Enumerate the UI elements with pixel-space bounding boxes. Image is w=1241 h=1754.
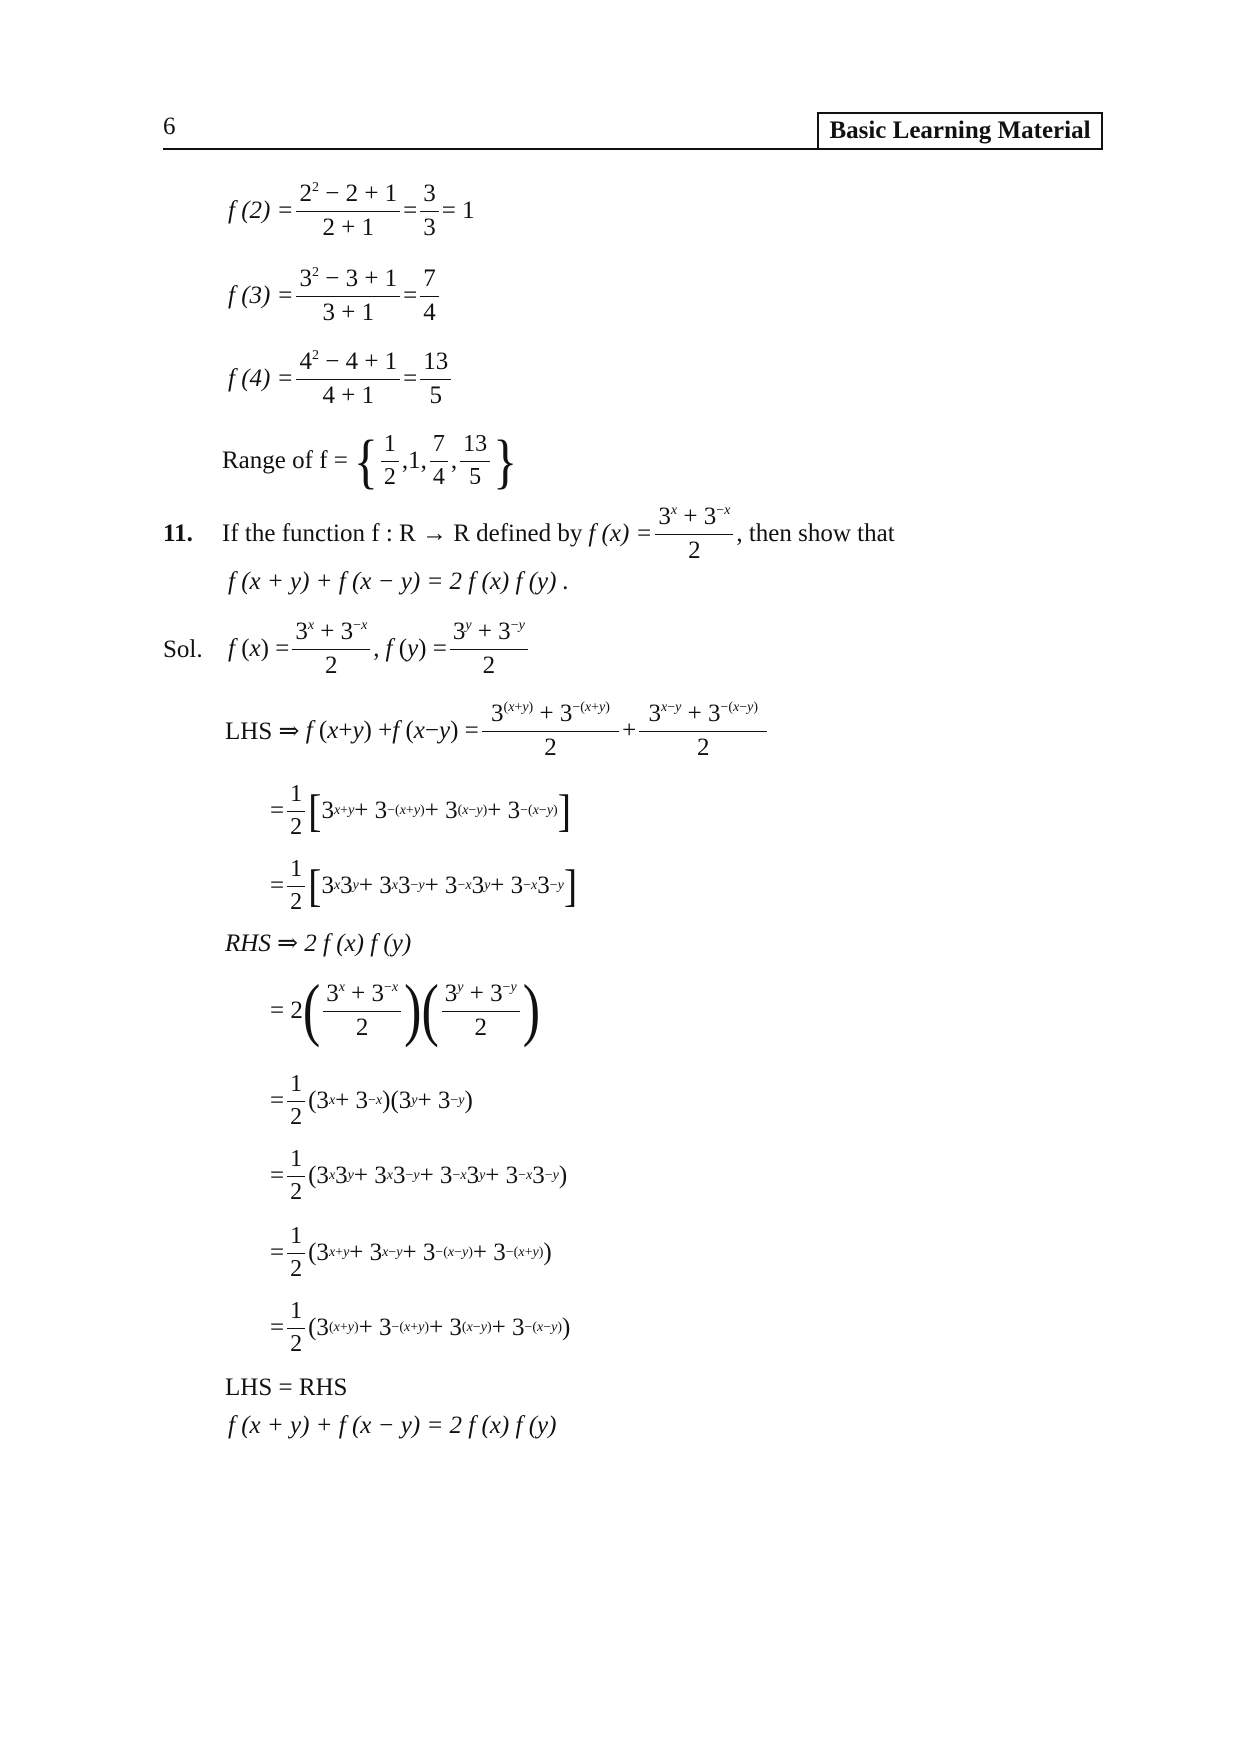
book-title: Basic Learning Material	[817, 112, 1103, 150]
f3-lhs: f (3) =	[228, 282, 294, 309]
f4-den: 4 + 1	[322, 381, 375, 409]
range-item-4: $\frac{13}{5}$	[460, 431, 490, 491]
f2-den: 2 + 1	[322, 213, 375, 241]
range-item-3: $\frac{7}{4}$	[430, 431, 448, 491]
solution-label: Sol.	[163, 636, 203, 663]
left-brace: {	[353, 427, 378, 495]
f3-fraction	[296, 265, 400, 328]
sol-def-line: f ( x ) = $\frac{3^x + 3^{-x}}{2}$ , f ( y ) = $\frac{3^y + 3^{-y}}{2}$	[228, 618, 531, 680]
rhs-step-4: = $\frac{1}{2}$ (3 x+y + 3 x−y + 3 −(x−y) + 3 −(x+y) )	[270, 1222, 552, 1282]
question-fx-fraction: $\frac{3^x + 3^{-x}}{2}$	[655, 503, 733, 566]
f4-den2: 5	[429, 381, 443, 409]
range-line: Range of f = { $\frac{1}{2}$ , 1 , $\frac{7}{4}$ , $\frac{13}{5}$ }	[222, 427, 518, 495]
f2-result: = 1	[441, 197, 475, 224]
f2-fraction-2	[420, 180, 439, 243]
range-item-2: 1	[408, 447, 421, 474]
f3-den2: 4	[423, 298, 436, 326]
f4-line: f (4) = $\frac{4^2 - 4 + 1}{4 + 1}$ = $\frac{13}{5}$	[228, 348, 454, 410]
header-rule	[163, 148, 1103, 150]
f3-num: $3^2 - 3 + 1$	[296, 265, 400, 297]
rhs-step-3: = $\frac{1}{2}$ (3 x 3 y + 3 x 3 −y + 3 −x 3 y + 3 −x 3 −y )	[270, 1145, 568, 1205]
f4-fraction-2	[420, 348, 451, 411]
range-label: Range of f =	[222, 447, 348, 474]
f4-num: $4^2 - 4 + 1$	[296, 348, 400, 380]
f3-num2: 7	[420, 265, 439, 297]
f2-lhs: f (2) =	[228, 197, 294, 224]
f2-den2: 3	[423, 213, 436, 241]
f2-num2: 3	[420, 180, 439, 212]
lhs-step-1: = $\frac{1}{2}$ [ 3 x+y + 3 −(x+y) + 3 (x−y) + 3 −(x−y) ]	[270, 780, 572, 840]
f4-fraction	[296, 348, 400, 411]
range-item-1: $\frac{1}{2}$	[381, 431, 399, 491]
f3-line: f (3) = $\frac{3^2 - 3 + 1}{3 + 1}$ = $\frac{7}{4}$	[228, 265, 442, 327]
rhs-line	[225, 912, 411, 974]
question-text-after: , then show that	[736, 520, 895, 547]
f4-lhs: f (4) =	[228, 365, 294, 392]
rhs-step-1: = 2 ( $\frac{3^x + 3^{-x}}{2}$ ) ( $\frac{3^y + 3^{-y}}{2}$ )	[270, 971, 541, 1049]
page-number: 6	[163, 113, 176, 140]
f3-den: 3 + 1	[322, 298, 375, 326]
f4-num2: 13	[420, 348, 451, 380]
right-brace: }	[493, 427, 518, 495]
question-identity: f (x + y) + f (x − y) = 2 f (x) f (y) .	[228, 568, 569, 595]
lhs-step-2: = $\frac{1}{2}$ [ 3 x 3 y + 3 x 3 −y + 3 −x 3 y + 3 −x 3 −y ]	[270, 855, 578, 915]
final-identity: f (x + y) + f (x − y) = 2 f (x) f (y)	[228, 1412, 557, 1439]
question-number: 11.	[163, 520, 193, 547]
f2-fraction	[296, 180, 400, 243]
lhs-line: LHS ⇒ f ( x + y ) + f ( x − y ) = $\frac{3^{(x+y)} + 3^{-(x+y)}}{2}$ + $\frac{3^{x-y} + 3^{-(x-y)}}{2}$	[225, 700, 770, 762]
rhs-step-2: = $\frac{1}{2}$ (3 x + 3 −x )(3 y + 3 −y )	[270, 1070, 473, 1130]
conclusion: LHS = RHS	[225, 1374, 348, 1401]
question-fx: f (x) =	[588, 520, 653, 547]
f3-fraction-2	[420, 265, 439, 328]
rhs-step-5: = $\frac{1}{2}$ (3 (x+y) + 3 −(x+y) + 3 (x−y) + 3 −(x−y) )	[270, 1297, 571, 1357]
f2-line: f (2) = $\frac{2^2 - 2 + 1}{2 + 1}$ = $\frac{3}{3}$ = 1	[228, 179, 475, 241]
question-text: If the function f : R → R defined by	[222, 520, 583, 547]
rhs-label: RHS ⇒ 2 f (x) f (y)	[225, 930, 412, 957]
question-line	[222, 503, 895, 565]
f2-num: $2^2 - 2 + 1$	[296, 180, 400, 212]
lhs-label: LHS ⇒	[225, 718, 300, 745]
